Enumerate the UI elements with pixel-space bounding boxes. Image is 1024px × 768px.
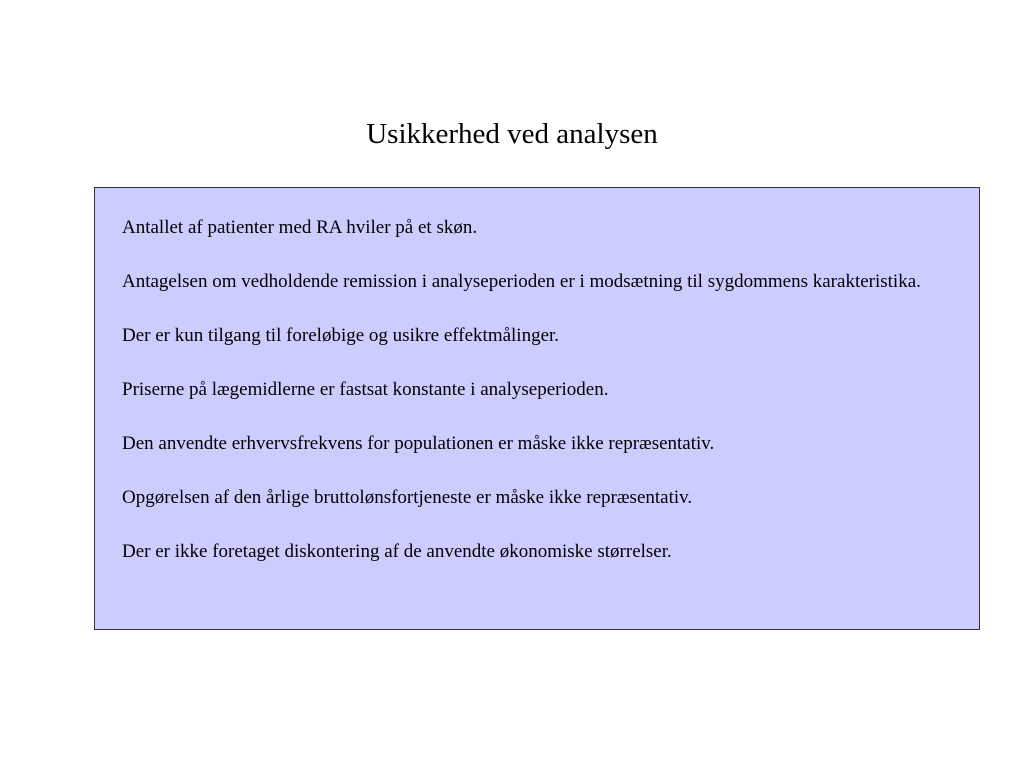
bullet-point: Den anvendte erhvervsfrekvens for populationen er måske ikke repræsentativ.	[122, 433, 715, 454]
content-box	[94, 187, 980, 630]
bullet-point: Der er kun tilgang til foreløbige og usikre effektmålinger.	[122, 325, 560, 346]
bullet-point: Antallet af patienter med RA hviler på et skøn.	[122, 217, 478, 238]
bullet-point: Der er ikke foretaget diskontering af de anvendte økonomiske størrelser.	[122, 541, 672, 562]
bullet-point: Priserne på lægemidlerne er fastsat konstante i analyseperioden.	[122, 379, 609, 400]
slide-title: Usikkerhed ved analysen	[366, 118, 658, 150]
bullet-point: Antagelsen om vedholdende remission i analyseperioden er i modsætning til sygdommens karakteristika.	[122, 271, 921, 292]
bullet-point: Opgørelsen af den årlige bruttolønsfortjeneste er måske ikke repræsentativ.	[122, 487, 693, 508]
